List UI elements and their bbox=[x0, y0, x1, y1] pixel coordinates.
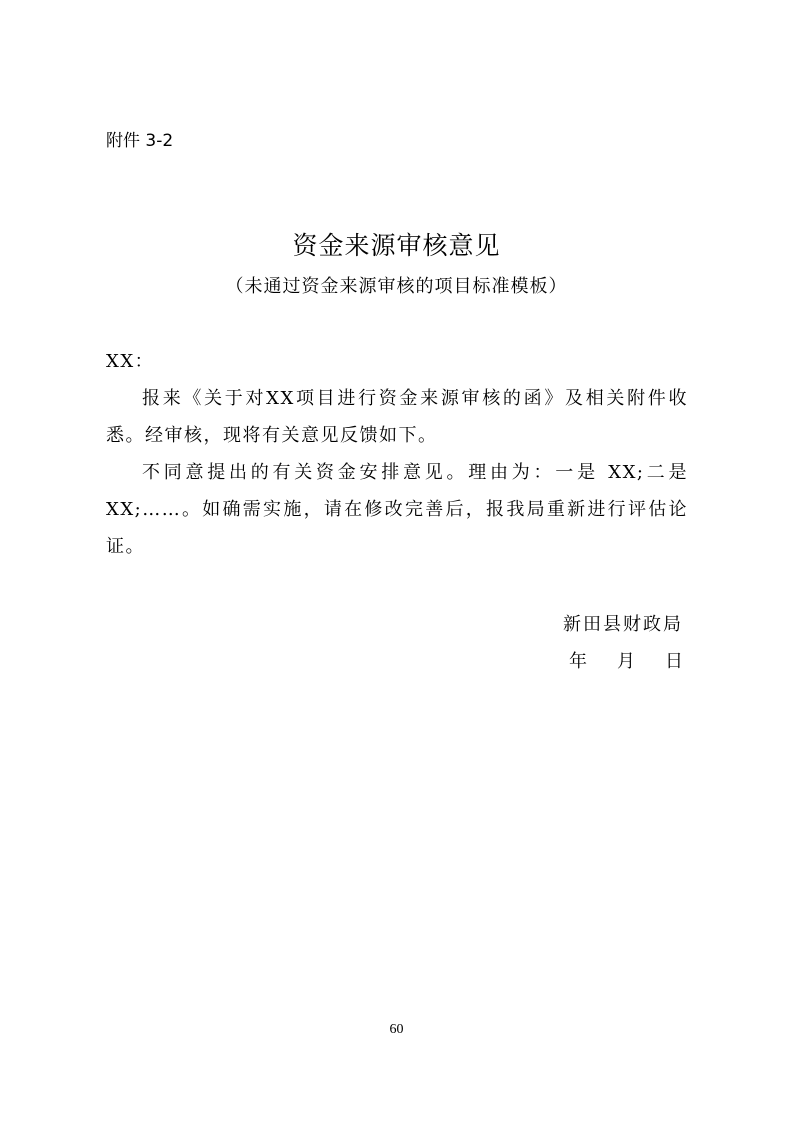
signature-date bbox=[563, 643, 683, 680]
document-body bbox=[106, 343, 688, 565]
signature-block bbox=[563, 606, 683, 680]
body-paragraph-2: 不同意提出的有关资金安排意见。理由为：一是 XX;二是XX;……。如确需实施，请在修改完善后，报我局重新进行评估论证。 bbox=[106, 462, 688, 557]
body-paragraph-1: 报来《关于对XX项目进行资金来源审核的函》及相关附件收悉。经审核，现将有关意见反馈如下。 bbox=[106, 388, 688, 446]
attachment-label: 附件 3-2 bbox=[106, 131, 174, 151]
date-year-label: 年 bbox=[569, 651, 587, 672]
document-title: 资金来源审核意见 bbox=[292, 231, 501, 260]
date-day-label: 日 bbox=[665, 651, 683, 672]
page-number: 60 bbox=[389, 1022, 404, 1037]
date-month-label: 月 bbox=[617, 651, 635, 672]
salutation: XX： bbox=[106, 351, 155, 372]
signing-organization: 新田县财政局 bbox=[563, 614, 683, 635]
document-subtitle: （未通过资金来源审核的项目标准模板） bbox=[225, 276, 568, 297]
